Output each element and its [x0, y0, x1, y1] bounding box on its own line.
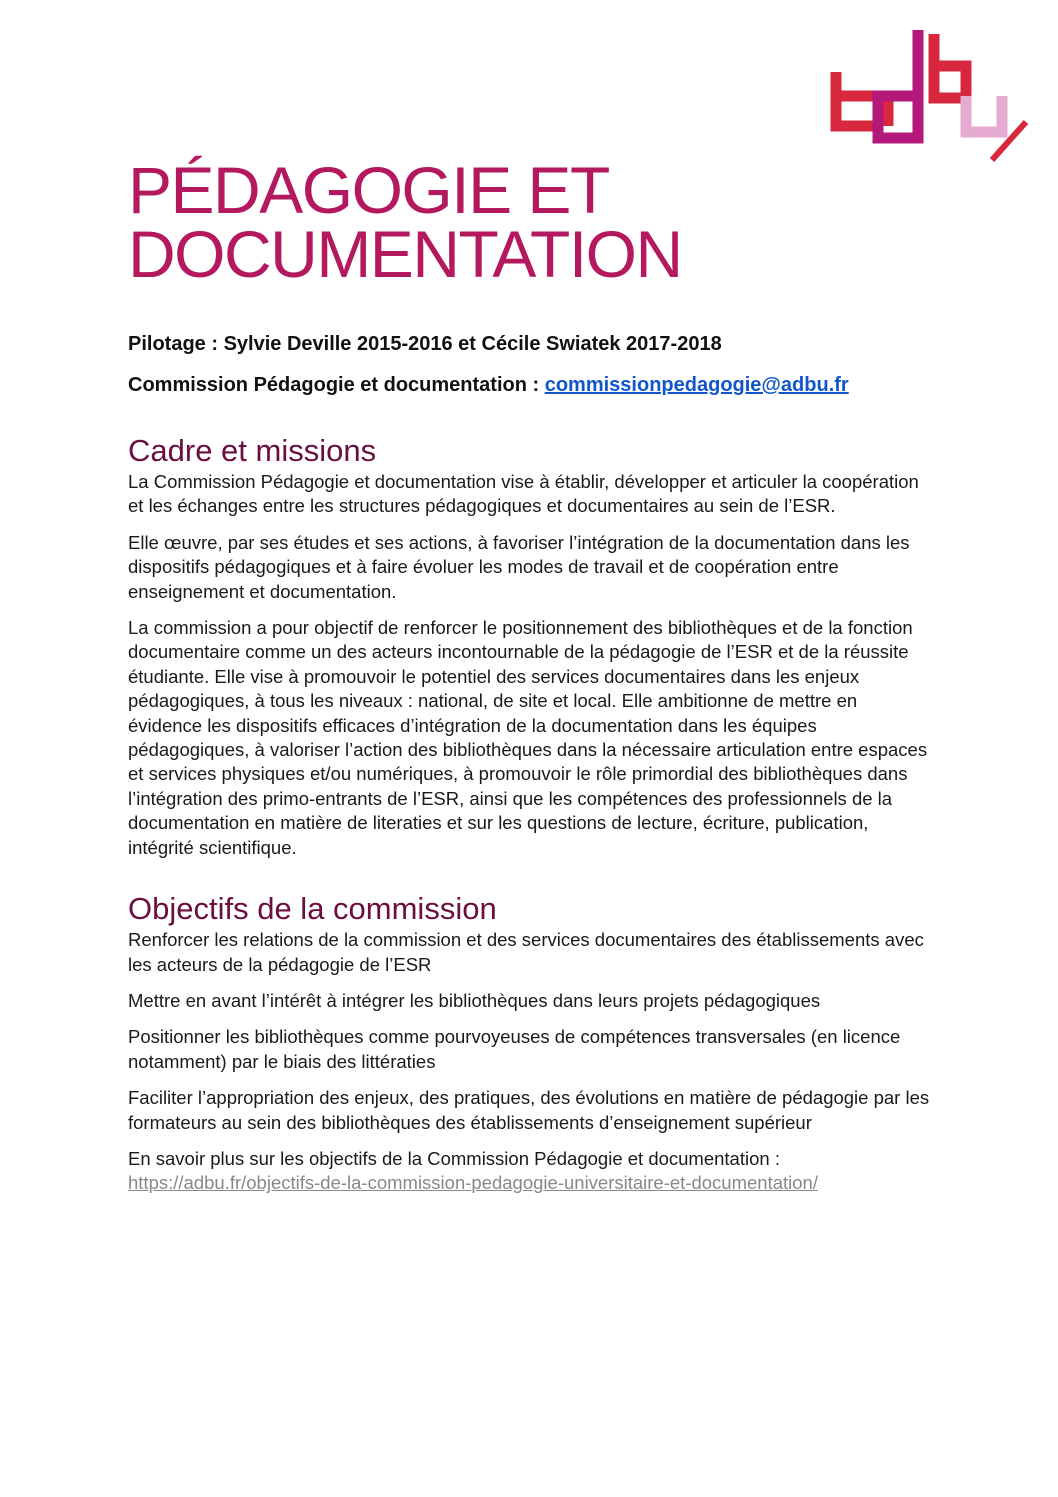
more-info-text: En savoir plus sur les objectifs de la Commission Pédagogie et documentation :: [128, 1147, 780, 1169]
main-content: [128, 432, 934, 1208]
paragraph: La commission a pour objectif de renforcer le positionnement des bibliothèques et de la fonction documentaire comme un des acteurs incontournable de la pédagogie de l’ESR et de la réussite étudiante. Elle vise à promouvoir le potentiel des services documentaires dans les enjeux pédagogiques, à tous les niveaux : national, de site et local. Elle ambitionne de mettre en évidence les dispositifs efficaces d’intégration de la documentation dans les équipes pédagogiques, à valoriser l’action des bibliothèques dans la nécessaire articulation entre espaces et services physiques et/ou numériques, à promouvoir le rôle primordial des bibliothèques dans l’intégration des primo-entrants de l’ESR, ainsi que les compétences des professionnels de la documentation en matière de literaties et sur les questions de lecture, écriture, publication, intégrité scientifique.: [128, 617, 928, 858]
commission-label: Commission Pédagogie et documentation :: [128, 374, 545, 396]
paragraph: La Commission Pédagogie et documentation vise à établir, développer et articuler la coopération et les échanges entre les structures pédagogiques et documentaires au sein de l’ESR.: [128, 471, 919, 517]
more-info-link[interactable]: https://adbu.fr/objectifs-de-la-commission-pedagogie-universitaire-et-documentation/: [128, 1172, 818, 1194]
section-heading: Objectifs de la commission: [128, 891, 497, 927]
objective-item: Positionner les bibliothèques comme pourvoyeuses de compétences transversales (en licence notamment) par le biais des littératies: [128, 1026, 901, 1072]
objective-item: Faciliter l’appropriation des enjeux, des pratiques, des évolutions en matière de pédagogie par les formateurs au sein des bibliothèques des établissements d’enseignement supérieur: [128, 1087, 930, 1133]
commission-email-link[interactable]: commissionpedagogie@adbu.fr: [544, 374, 849, 396]
pilotage-line: Pilotage : Sylvie Deville 2015-2016 et Cécile Swiatek 2017-2018: [128, 333, 722, 355]
section-heading: Cadre et missions: [128, 433, 377, 468]
objective-item: Renforcer les relations de la commission et des services documentaires des établissements avec les acteurs de la pédagogie de l’ESR: [128, 929, 924, 975]
adbu-logo: [826, 30, 1032, 170]
more-info: [128, 1147, 934, 1196]
title-line-1: PÉDAGOGIE ET: [128, 153, 609, 227]
title-line-2: DOCUMENTATION: [128, 217, 682, 291]
page-title: [128, 153, 682, 291]
commission-contact: [128, 373, 849, 397]
paragraph: Elle œuvre, par ses études et ses actions, à favoriser l’intégration de la documentation dans les dispositifs pédagogiques et à faire évoluer les modes de travail et de coopération entre enseignement et documentation.: [128, 531, 910, 602]
objective-item: Mettre en avant l’intérêt à intégrer les bibliothèques dans leurs projets pédagogiques: [128, 989, 821, 1011]
